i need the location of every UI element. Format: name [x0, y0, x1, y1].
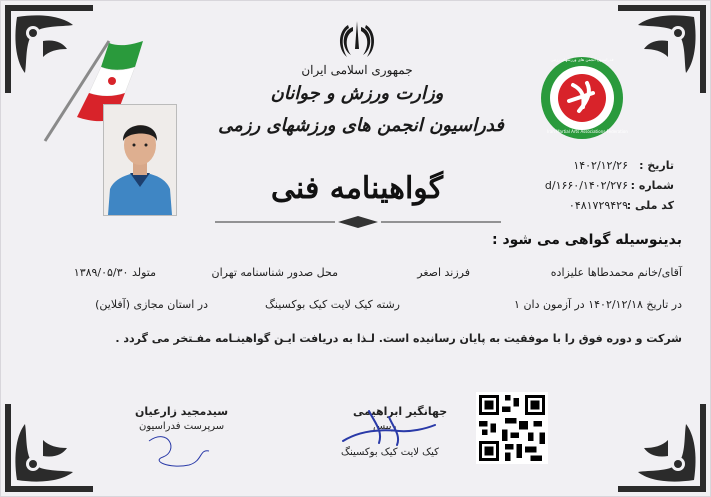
qr-code-icon — [474, 392, 550, 464]
header-line-2: وزارت ورزش و جوانان — [270, 83, 444, 104]
birth-field: متولد ۱۳۸۹/۰۵/۳۰ — [73, 266, 156, 279]
intro-text: بدینوسیله گواهی می شود : — [491, 232, 682, 248]
middle-signer-org: کیک لایت کیک بوکسینگ — [341, 447, 439, 458]
name-field: آقای/خانم محمدطاها علیزاده — [550, 266, 682, 279]
national-code-value: ۰۴۸۱۷۲۹۴۲۹ — [568, 199, 628, 212]
left-signer-title: سرپرست فدراسیون — [139, 421, 225, 432]
ornament-icon — [612, 3, 708, 99]
ornament-icon — [612, 398, 708, 494]
federation-logo-ring-text-fa: فدراسیون انجمن های ورزشهای رزمی — [550, 57, 614, 62]
date-label: تاریخ : — [639, 159, 674, 172]
federation-logo-ring-text-en: Iran Martial Arts Associations Federation — [547, 129, 628, 134]
number-value: ۱۴۰۲/۲۷۶/d/۱۶۶۰ — [544, 179, 628, 192]
middle-signer-name: جهانگیر ابراهیمی — [353, 405, 448, 418]
header-line-1: جمهوری اسلامی ایران — [301, 63, 413, 77]
title-divider — [215, 215, 501, 229]
middle-signer-title: رییس — [373, 421, 397, 432]
ornament-icon — [3, 398, 99, 494]
corner-ornament-top-right — [612, 3, 708, 99]
corner-ornament-bottom-right — [612, 398, 708, 494]
exam-date-field: در تاریخ ۱۴۰۲/۱۲/۱۸ در آزمون دان ۱ — [514, 298, 682, 311]
certificate-title: گواهینامه فنی — [270, 171, 444, 206]
person-photo-icon — [104, 105, 176, 215]
date-value: ۱۴۰۲/۱۲/۲۶ — [573, 159, 628, 172]
closing-text: شرکت و دوره فوق را با موفقیت به پایان رسانیده است. لـذا به دریافت ایـن گواهینـامه مفـتخر می گردد . — [115, 332, 682, 345]
iran-emblem-icon — [337, 19, 377, 59]
national-code-label: کد ملی : — [626, 199, 674, 212]
student-photo — [103, 104, 177, 216]
father-field: فرزند اصغر — [417, 266, 470, 279]
discipline-field: رشته کیک لایت کیک بوکسینگ — [265, 298, 400, 311]
left-signature-scribble — [139, 421, 219, 473]
middle-signature-scribble — [339, 401, 439, 453]
number-label: شماره : — [630, 179, 674, 192]
issue-place-field: محل صدور شناسنامه تهران — [211, 266, 338, 279]
province-field: در استان مجازی (آفلاین) — [95, 298, 208, 311]
left-signer-name: سیدمجید زارعیان — [135, 405, 229, 418]
corner-ornament-bottom-left — [3, 398, 99, 494]
header-line-3: فدراسیون انجمن های ورزشهای رزمی — [218, 115, 504, 136]
